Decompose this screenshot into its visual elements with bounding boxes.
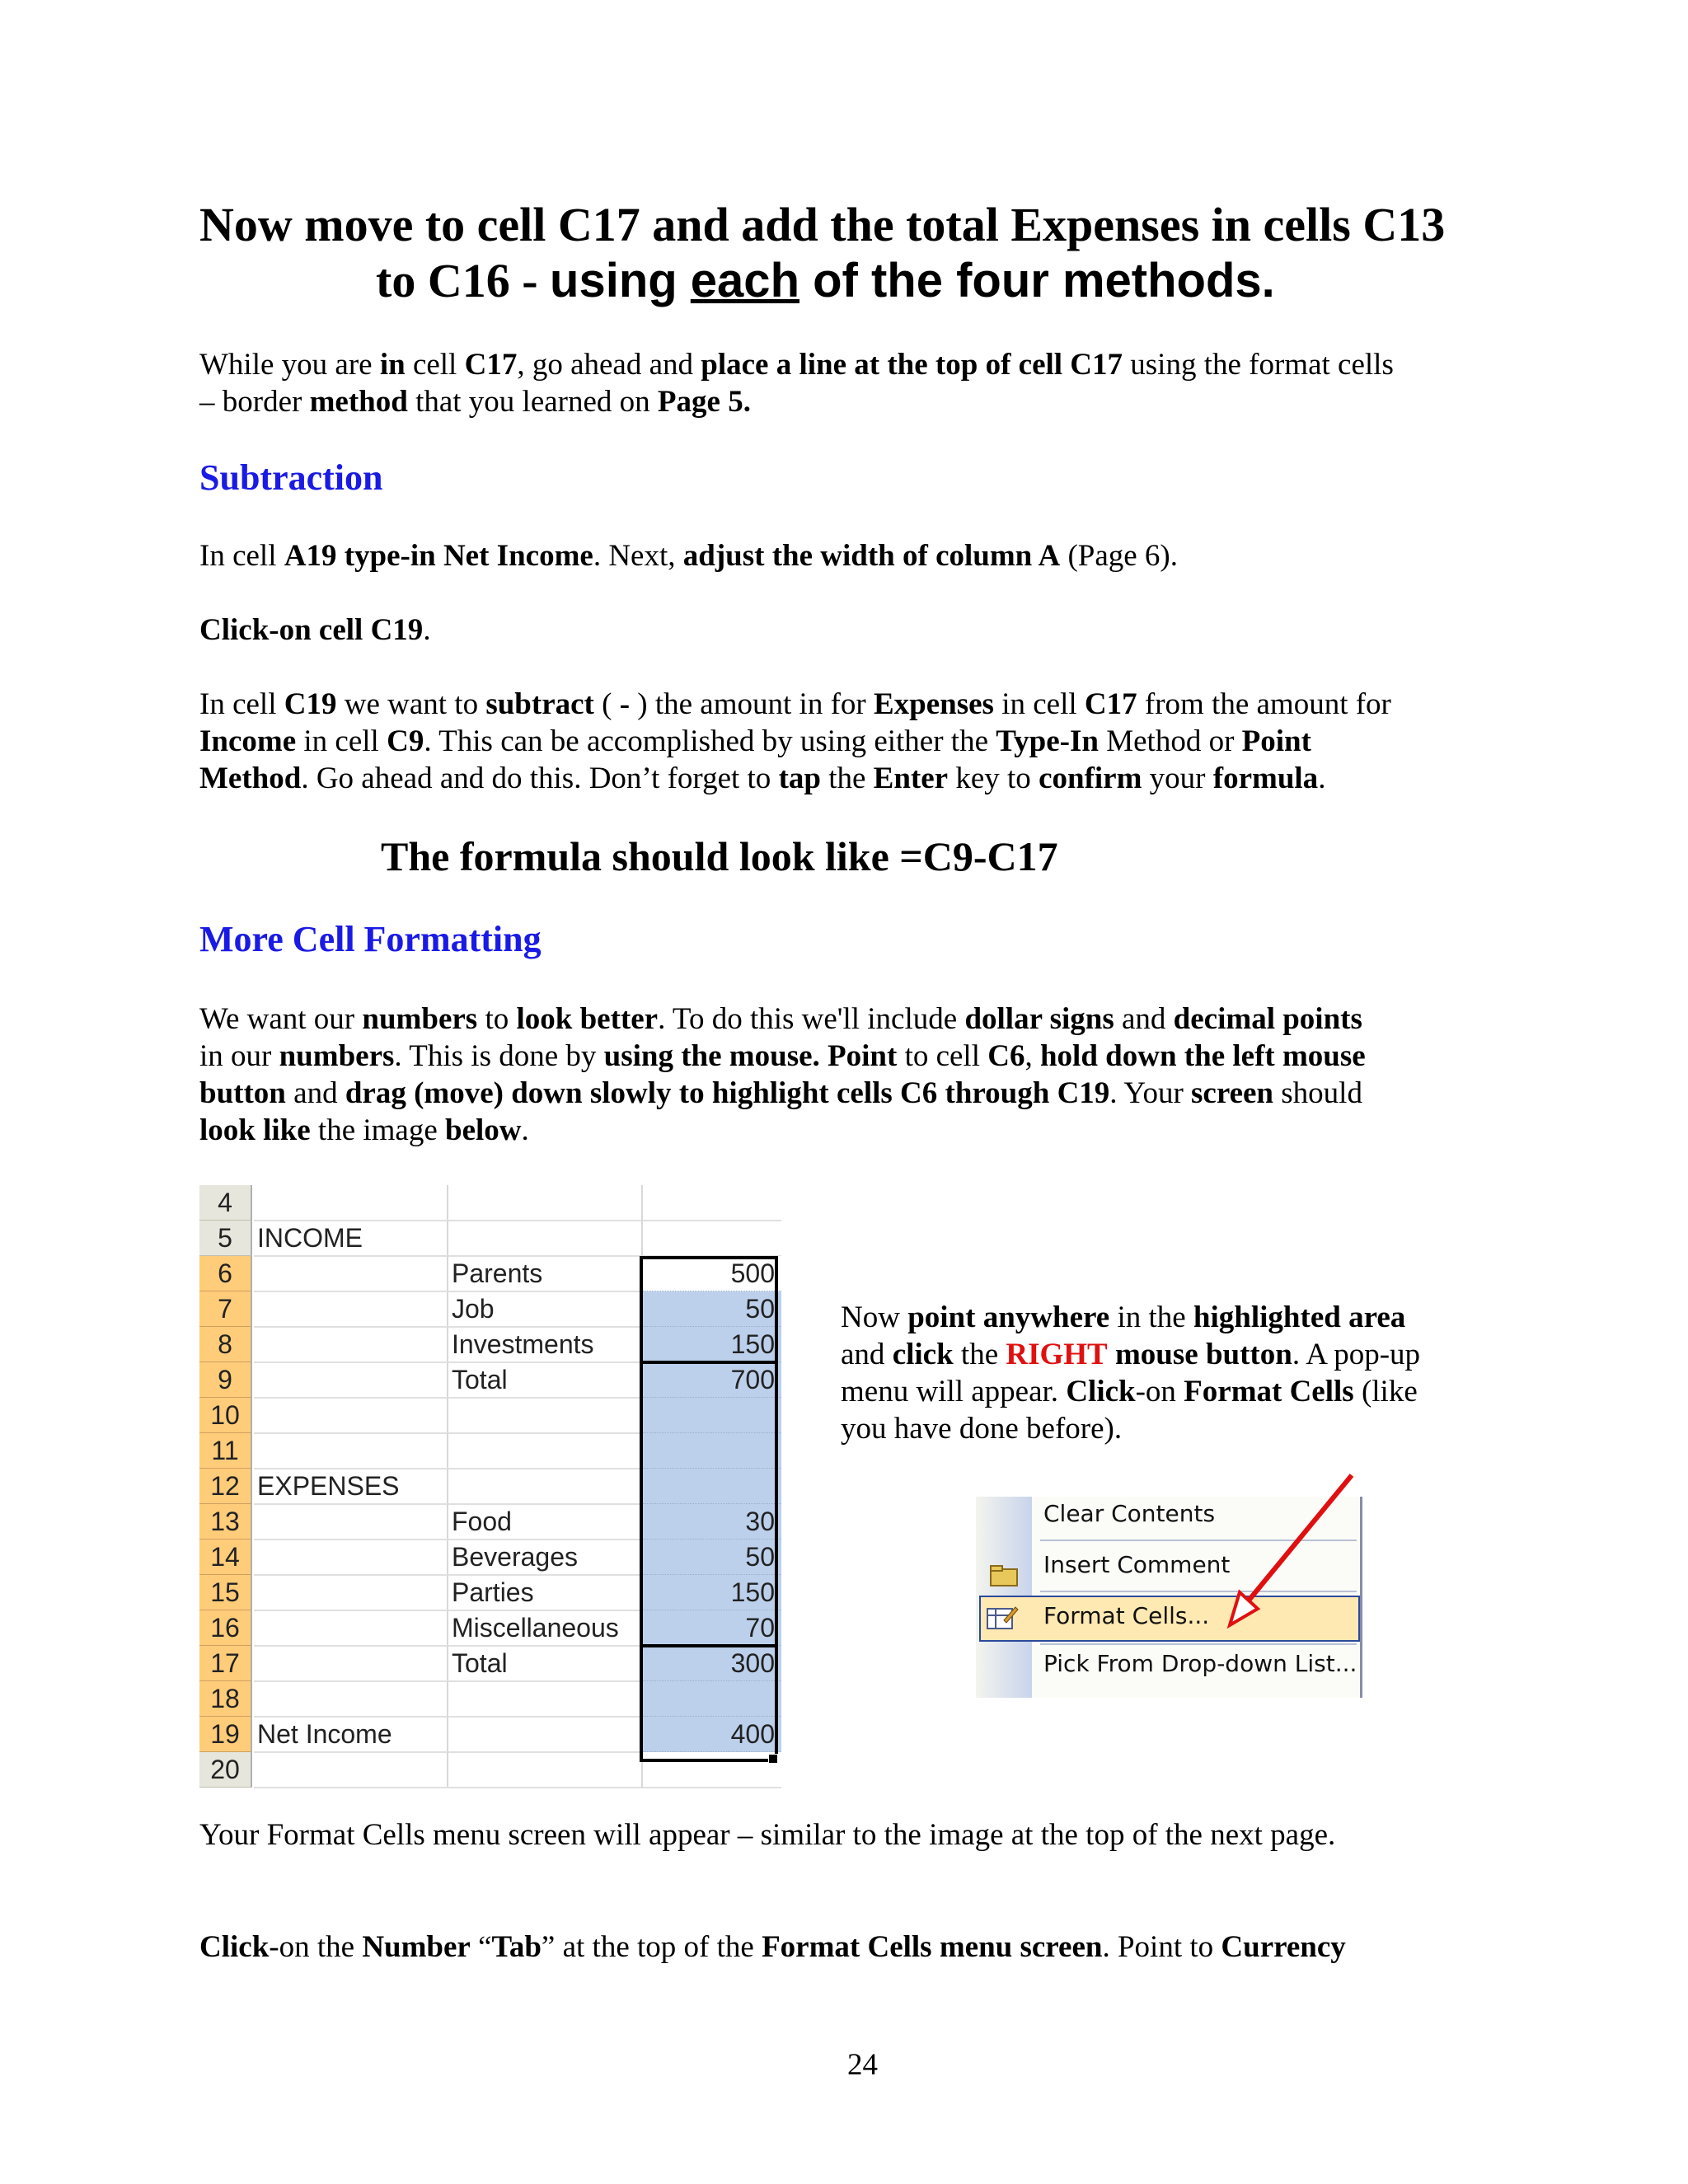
cell-column-a[interactable] (254, 1540, 448, 1576)
cell-column-b[interactable] (447, 1469, 643, 1505)
final-instruction: Click-on the Number “Tab” at the top of the Format Cells menu screen. Point to Currency (199, 1930, 1346, 1964)
cell-column-c[interactable]: 30 (643, 1504, 781, 1540)
row-header[interactable]: 8 (199, 1327, 252, 1362)
cell-column-c[interactable]: 500 (643, 1256, 781, 1291)
row-header[interactable]: 17 (199, 1646, 252, 1681)
title-rest: of the four methods. (799, 254, 1275, 307)
row-header[interactable]: 6 (199, 1256, 252, 1291)
cell-column-c[interactable]: 50 (643, 1540, 781, 1575)
row-header[interactable]: 11 (199, 1433, 252, 1469)
page-title-line1: Now move to cell C17 and add the total Expenses in cells C13 (199, 198, 1446, 251)
cell-column-b[interactable] (447, 1398, 643, 1434)
row-header[interactable]: 4 (199, 1185, 252, 1221)
right-click-instructions: Now point anywhere in the highlighted area and click the RIGHT mouse button. A pop-up menu will appear. Click-on Format Cells (like you have done before). (841, 1301, 1421, 1446)
cell-column-b[interactable]: Miscellaneous (447, 1610, 643, 1647)
after-image-text: Your Format Cells menu screen will appear – similar to the image at the top of the next page. (199, 1818, 1336, 1852)
cell-column-b[interactable] (447, 1681, 643, 1718)
cell-column-b[interactable]: Beverages (447, 1540, 643, 1576)
menu-separator (1040, 1643, 1357, 1645)
row-header[interactable]: 19 (199, 1717, 252, 1752)
formatting-paragraph: We want our numbers to look better. To do this we'll include dollar signs and decimal points in our numbers. This is done by using the mouse. Point to cell C6, hold down the left mouse button and drag (move) down slowly to highlight cells C6 through C19. Your screen should look like the image below. (199, 1002, 1366, 1147)
cell-column-b[interactable]: Investments (447, 1327, 643, 1363)
cell-column-a[interactable] (254, 1681, 448, 1718)
cell-column-a[interactable] (254, 1433, 448, 1469)
fill-handle[interactable] (768, 1754, 778, 1764)
row-header[interactable]: 18 (199, 1681, 252, 1717)
page-number: 24 (847, 2048, 878, 2082)
formula-example: The formula should look like =C9-C17 (381, 833, 1058, 879)
red-arrow-icon (1220, 1467, 1368, 1632)
row-header[interactable]: 20 (199, 1752, 252, 1788)
title-using: using (550, 254, 691, 307)
row-header[interactable]: 10 (199, 1398, 252, 1433)
row-header[interactable]: 16 (199, 1610, 252, 1646)
spreadsheet-row (199, 1185, 783, 1221)
cell-column-a[interactable] (254, 1398, 448, 1434)
cell-column-b[interactable]: Job (447, 1291, 643, 1328)
menu-item-clear-contents[interactable]: Clear Contents (1043, 1500, 1216, 1527)
row-header[interactable]: 9 (199, 1362, 252, 1398)
cell-column-a[interactable]: INCOME (254, 1221, 448, 1257)
cell-column-a[interactable]: Net Income (254, 1717, 448, 1753)
cell-column-a[interactable] (254, 1504, 448, 1540)
cell-column-b[interactable]: Parties (447, 1575, 643, 1611)
cell-column-b[interactable] (447, 1433, 643, 1469)
cell-column-b[interactable] (447, 1752, 643, 1788)
intro-paragraph (199, 346, 1394, 420)
subtraction-heading: Subtraction (199, 457, 383, 498)
cell-column-a[interactable] (254, 1362, 448, 1399)
row-header[interactable]: 13 (199, 1504, 252, 1540)
more-formatting-heading: More Cell Formatting (199, 919, 542, 959)
cell-column-b[interactable]: Total (447, 1646, 643, 1682)
cell-column-c[interactable] (643, 1185, 781, 1221)
cell-column-c[interactable]: 50 (643, 1291, 781, 1327)
cell-column-c[interactable]: 300 (643, 1646, 781, 1681)
row-header[interactable]: 14 (199, 1540, 252, 1575)
spreadsheet-screenshot (199, 1185, 783, 1798)
cell-column-c[interactable]: 700 (643, 1362, 781, 1398)
menu-item-insert-comment[interactable]: Insert Comment (1043, 1551, 1231, 1578)
subtraction-paragraph-3: In cell C19 we want to subtract ( - ) the amount in for Expenses in cell C17 from the amount for Income in cell C9. This can be accomplished by using either the Type-In Method or Point Method. Go ahead and do this. Don’t forget to tap the Enter key to confirm your formula. (199, 687, 1391, 795)
title-prefix: to C16 - (376, 254, 551, 307)
cell-column-a[interactable] (254, 1610, 448, 1647)
row-header[interactable]: 7 (199, 1291, 252, 1327)
cell-column-b[interactable] (447, 1221, 643, 1257)
spreadsheet-row (199, 1221, 783, 1256)
page-title-line2 (376, 252, 1275, 310)
cell-column-a[interactable] (254, 1752, 448, 1788)
cell-column-c[interactable]: 150 (643, 1327, 781, 1362)
comment-folder-icon (989, 1564, 1019, 1587)
selection-outline (640, 1256, 778, 1762)
cell-column-b[interactable]: Total (447, 1362, 643, 1399)
cell-column-c[interactable]: 400 (643, 1717, 781, 1752)
cell-column-a[interactable] (254, 1327, 448, 1363)
cell-column-b[interactable] (447, 1717, 643, 1753)
row-header[interactable]: 5 (199, 1221, 252, 1256)
cell-column-a[interactable]: EXPENSES (254, 1469, 448, 1505)
menu-item-pick-from-list[interactable]: Pick From Drop-down List... (1043, 1650, 1357, 1677)
cell-column-c[interactable]: 70 (643, 1610, 781, 1646)
format-cells-icon (986, 1604, 1019, 1632)
cell-column-a[interactable] (254, 1185, 448, 1221)
cell-column-b[interactable] (447, 1185, 643, 1221)
cell-column-a[interactable] (254, 1575, 448, 1611)
subtraction-paragraph-1: In cell A19 type-in Net Income. Next, adjust the width of column A (Page 6). (199, 539, 1179, 573)
intro-line2: – border method that you learned on Page 5. (199, 385, 751, 419)
cell-column-c[interactable] (643, 1221, 781, 1257)
row-header[interactable]: 15 (199, 1575, 252, 1610)
menu-item-format-cells[interactable]: Format Cells... (1043, 1602, 1210, 1629)
subtraction-paragraph-2: Click-on cell C19. (199, 613, 431, 647)
intro-line1: While you are in cell C17, go ahead and place a line at the top of cell C17 using the format cells (199, 348, 1394, 382)
cell-column-b[interactable]: Parents (447, 1256, 643, 1292)
cell-column-b[interactable]: Food (447, 1504, 643, 1540)
cell-column-a[interactable] (254, 1256, 448, 1292)
cell-column-a[interactable] (254, 1291, 448, 1328)
cell-column-a[interactable] (254, 1646, 448, 1682)
title-each: each (690, 254, 799, 307)
row-header[interactable]: 12 (199, 1469, 252, 1504)
cell-column-c[interactable]: 150 (643, 1575, 781, 1610)
